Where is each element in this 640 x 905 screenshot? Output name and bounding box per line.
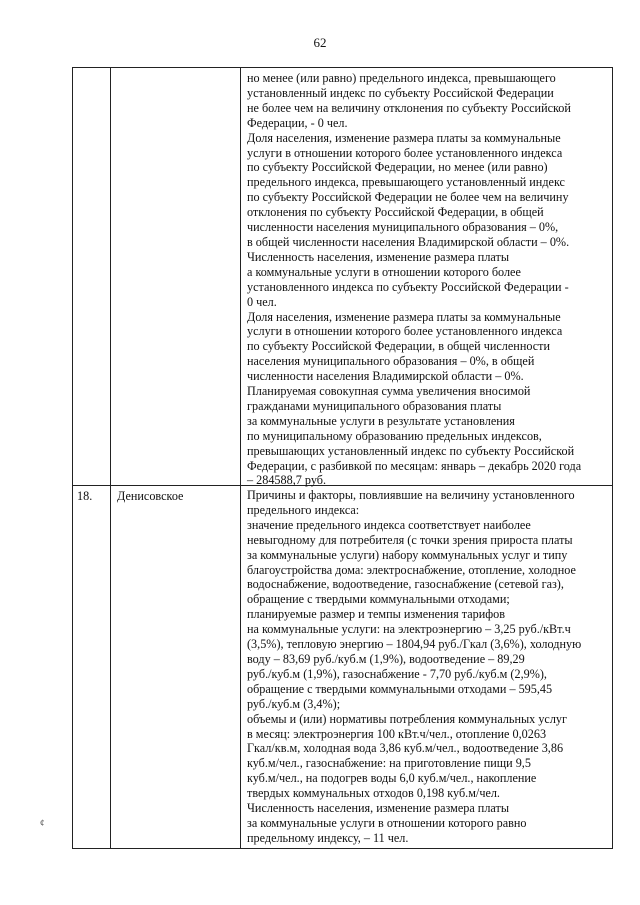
data-table — [72, 67, 613, 849]
text-line: куб.м/чел., газоснабжение: на приготовление пищи 9,5 — [247, 756, 531, 771]
row-18-municipality: Денисовское — [117, 489, 184, 503]
text-line: руб./куб.м (3,4%); — [247, 696, 341, 711]
margin-mark: ¢ — [40, 818, 45, 828]
text-line: отклонения по субъекту Российской Федерации, в общей — [247, 205, 544, 220]
text-line: куб.м/чел., на подогрев воды 6,0 куб.м/чел., накопление — [247, 771, 537, 786]
text-line: обращение с твердыми коммунальными отходами; — [247, 592, 510, 607]
text-line: Планируемая совокупная сумма увеличения вносимой — [247, 384, 531, 399]
text-line: населения муниципального образования – 0%, в общей — [247, 354, 535, 369]
row-18-content — [247, 488, 609, 846]
text-line: Численность населения, изменение размера платы — [247, 249, 510, 264]
text-line: а коммунальные услуги в отношении которого более — [247, 264, 521, 279]
text-line: Доля населения, изменение размера платы за коммунальные — [247, 309, 561, 324]
text-line: благоустройства дома: электроснабжение, отопление, холодное — [247, 562, 576, 577]
text-line: – 284588,7 руб. — [247, 473, 327, 488]
text-line: установленного индекса по субъекту Российской Федерации - — [247, 279, 569, 294]
column-divider — [240, 68, 241, 848]
text-line: по муниципальному образованию предельных индексов, — [247, 428, 542, 443]
row-18-number: 18. — [77, 489, 93, 503]
text-line: Федерации, с разбивкой по месяцам: январь – декабрь 2020 года — [247, 458, 582, 473]
text-line: планируемые размер и темпы изменения тарифов — [247, 607, 506, 622]
text-line: по субъекту Российской Федерации не более чем на величину — [247, 190, 569, 205]
text-line: предельному индексу, – 11 чел. — [247, 830, 409, 845]
text-line: установленный индекс по субъекту Российской Федерации — [247, 85, 554, 100]
text-line: гражданами муниципального образования платы — [247, 398, 502, 413]
text-line: на коммунальные услуги: на электроэнергию – 3,25 руб./кВт.ч — [247, 622, 571, 637]
text-line: превышающих установленный индекс по субъекту Российской — [247, 443, 575, 458]
text-line: предельного индекса, превышающего установленный индекс — [247, 175, 565, 190]
page-number: 62 — [313, 35, 327, 50]
text-line: предельного индекса: — [247, 502, 360, 517]
text-line: но менее (или равно) предельного индекса, превышающего — [247, 71, 556, 85]
text-line: услуги в отношении которого более установленного индекса — [247, 324, 563, 339]
text-line: Гкал/кв.м, холодная вода 3,86 куб.м/чел., водоотведение 3,86 — [247, 741, 564, 756]
column-divider — [110, 68, 111, 848]
text-line: Федерации, - 0 чел. — [247, 115, 348, 130]
text-line: Доля населения, изменение размера платы за коммунальные — [247, 130, 561, 145]
text-line: значение предельного индекса соответствует наиболее — [247, 517, 531, 532]
text-line: численности населения муниципального образования – 0%, — [247, 220, 559, 235]
text-line: за коммунальные услуги в результате установления — [247, 413, 515, 428]
text-line: невыгодному для потребителя (с точки зрения прироста платы — [247, 532, 573, 547]
text-line: (3,5%), тепловую энергию – 1804,94 руб./Гкал (3,6%), холодную — [247, 637, 582, 652]
text-line: объемы и (или) нормативы потребления коммунальных услуг — [247, 711, 568, 726]
text-line: в общей численности населения Владимирской области – 0%. — [247, 234, 570, 249]
text-line: водоснабжение, водоотведение, газоснабжение (сетевой газ), — [247, 577, 564, 592]
text-line: твердых коммунальных отходов 0,198 куб.м/чел. — [247, 786, 500, 801]
text-line: по субъекту Российской Федерации, но менее (или равно) — [247, 160, 548, 175]
text-line: за коммунальные услуги в отношении которого равно — [247, 815, 527, 830]
text-line: Причины и факторы, повлиявшие на величину установленного — [247, 488, 575, 502]
text-line: воду – 83,69 руб./куб.м (1,9%), водоотведение – 89,29 — [247, 651, 525, 666]
text-line: по субъекту Российской Федерации, в общей численности — [247, 339, 550, 354]
text-line: за коммунальные услуги) набору коммунальных услуг и типу — [247, 547, 568, 562]
text-line: численности населения Владимирской области – 0%. — [247, 369, 524, 384]
text-line: Численность населения, изменение размера платы — [247, 801, 510, 816]
text-line: 0 чел. — [247, 294, 277, 309]
text-line: руб./куб.м (1,9%), газоснабжение - 7,70 руб./куб.м (2,9%), — [247, 666, 547, 681]
row-prev-content — [247, 71, 609, 488]
text-line: в месяц: электроэнергия 100 кВт.ч/чел., отопление 0,0263 — [247, 726, 547, 741]
text-line: услуги в отношении которого более установленного индекса — [247, 145, 563, 160]
text-line: не более чем на величину отклонения по субъекту Российской — [247, 100, 571, 115]
text-line: обращение с твердыми коммунальными отходами – 595,45 — [247, 681, 553, 696]
